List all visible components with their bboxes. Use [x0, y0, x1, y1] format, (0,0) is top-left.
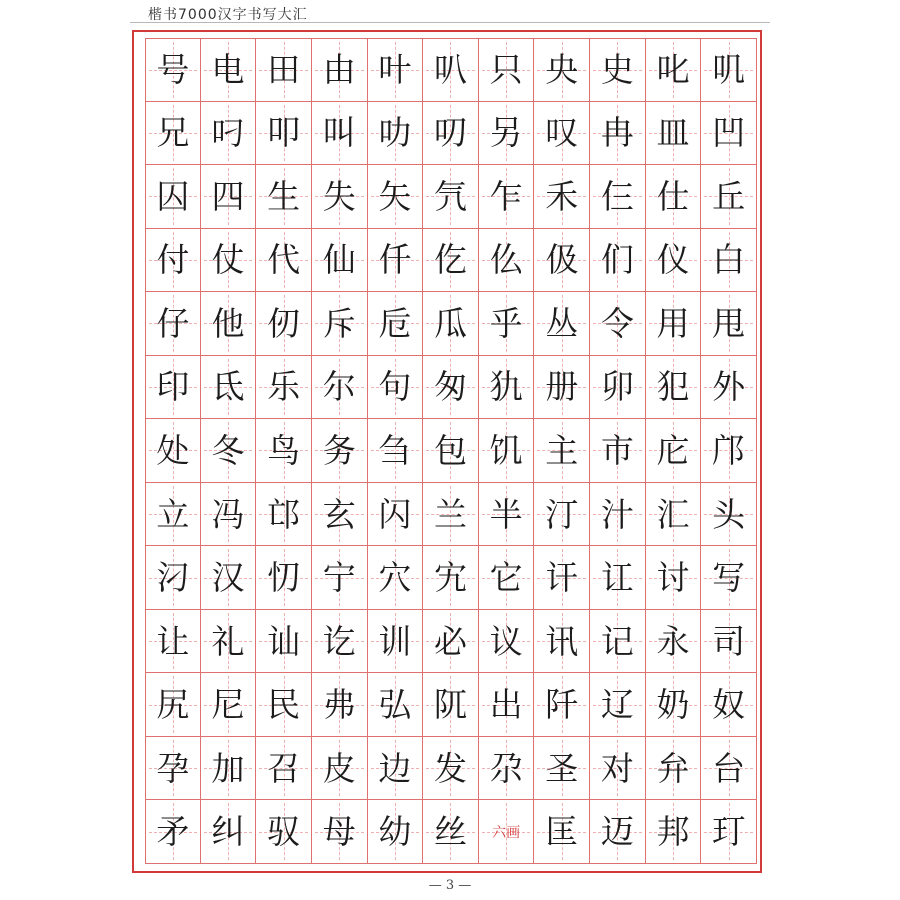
grid-cell [201, 546, 257, 610]
grid-cell [312, 38, 368, 102]
character-glyph: 囚 [156, 176, 190, 216]
grid-cell [590, 292, 646, 356]
character-glyph: 鸟 [267, 430, 301, 470]
character-glyph: 玄 [322, 494, 356, 534]
character-glyph: 弘 [378, 685, 412, 725]
grid-cell [368, 356, 424, 420]
grid-cell [368, 610, 424, 674]
character-glyph: 幼 [378, 812, 412, 852]
character-glyph: 它 [489, 558, 523, 598]
grid-cell [534, 673, 590, 737]
grid-cell [256, 483, 312, 547]
character-glyph: 迈 [600, 812, 634, 852]
grid-cell [479, 419, 535, 483]
grid-cell [590, 356, 646, 420]
character-glyph: 氕 [433, 176, 467, 216]
character-glyph: 头 [712, 494, 746, 534]
character-glyph: 礼 [211, 621, 245, 661]
grid-cell [423, 419, 479, 483]
grid-cell [701, 102, 757, 166]
character-glyph: 瓜 [433, 303, 467, 343]
grid-cell [256, 737, 312, 801]
grid-cell [701, 38, 757, 102]
grid-cell [256, 800, 312, 864]
character-glyph: 母 [322, 812, 356, 852]
grid-cell [423, 673, 479, 737]
character-glyph: 闪 [378, 494, 412, 534]
grid-cell [201, 292, 257, 356]
character-glyph: 讨 [656, 558, 690, 598]
grid-cell [368, 483, 424, 547]
character-glyph: 写 [712, 558, 746, 598]
character-glyph: 用 [656, 303, 690, 343]
grid-cell [368, 419, 424, 483]
character-glyph: 宄 [433, 558, 467, 598]
grid-cell [534, 737, 590, 801]
grid-cell [423, 737, 479, 801]
character-glyph: 宁 [322, 558, 356, 598]
character-glyph: 必 [433, 621, 467, 661]
character-glyph: 纠 [211, 812, 245, 852]
character-glyph: 邦 [656, 812, 690, 852]
character-glyph: 甩 [712, 303, 746, 343]
character-glyph: 永 [656, 621, 690, 661]
character-glyph: 仗 [211, 240, 245, 280]
grid-cell [534, 38, 590, 102]
grid-cell [312, 800, 368, 864]
character-glyph: 冉 [600, 113, 634, 153]
character-glyph: 仪 [656, 240, 690, 280]
grid-cell [145, 419, 201, 483]
character-glyph: 印 [156, 367, 190, 407]
grid-cell [534, 292, 590, 356]
character-glyph: 台 [712, 748, 746, 788]
character-glyph: 叱 [656, 50, 690, 90]
grid-cell [145, 800, 201, 864]
character-glyph: 丛 [545, 303, 579, 343]
grid-cell [479, 673, 535, 737]
grid-cell [145, 610, 201, 674]
character-glyph: 由 [322, 50, 356, 90]
character-glyph: 乎 [489, 303, 523, 343]
grid-cell [534, 610, 590, 674]
character-glyph: 包 [433, 430, 467, 470]
grid-cell [590, 165, 646, 229]
grid-cell [312, 165, 368, 229]
grid-cell [701, 419, 757, 483]
grid-cell [312, 483, 368, 547]
character-glyph: 犰 [489, 367, 523, 407]
character-glyph: 只 [489, 50, 523, 90]
character-glyph: 议 [489, 621, 523, 661]
grid-cell [701, 483, 757, 547]
character-glyph: 奴 [712, 685, 746, 725]
grid-cell [590, 419, 646, 483]
grid-cell [256, 165, 312, 229]
character-glyph: 务 [322, 430, 356, 470]
grid-cell [590, 483, 646, 547]
grid-cell [423, 38, 479, 102]
grid-cell [590, 737, 646, 801]
character-glyph: 他 [211, 303, 245, 343]
grid-cell [701, 229, 757, 293]
grid-cell [479, 483, 535, 547]
character-glyph: 们 [600, 240, 634, 280]
stroke-count-label: 六画 [492, 824, 521, 841]
character-glyph: 仨 [600, 176, 634, 216]
grid-cell [312, 102, 368, 166]
grid-cell [646, 356, 702, 420]
grid-cell [423, 610, 479, 674]
character-glyph: 立 [156, 494, 190, 534]
character-glyph: 付 [156, 240, 190, 280]
character-glyph: 讦 [545, 558, 579, 598]
grid-cell [479, 356, 535, 420]
character-glyph: 讫 [322, 621, 356, 661]
grid-cell [145, 102, 201, 166]
grid-cell [701, 292, 757, 356]
character-glyph: 叨 [433, 113, 467, 153]
character-glyph: 仔 [156, 303, 190, 343]
grid-cell [423, 292, 479, 356]
character-glyph: 汀 [545, 494, 579, 534]
character-glyph: 乍 [489, 176, 523, 216]
character-glyph: 句 [378, 367, 412, 407]
grid-cell [590, 610, 646, 674]
grid-cell [145, 546, 201, 610]
character-glyph: 失 [322, 176, 356, 216]
character-glyph: 召 [267, 748, 301, 788]
grid-cell [701, 546, 757, 610]
character-glyph: 号 [156, 50, 190, 90]
grid-cell [256, 546, 312, 610]
grid-cell [256, 356, 312, 420]
grid-cell [312, 737, 368, 801]
character-glyph: 主 [545, 430, 579, 470]
character-glyph: 匆 [433, 367, 467, 407]
character-glyph: 发 [433, 748, 467, 788]
character-glyph: 伋 [545, 240, 579, 280]
character-glyph: 叽 [712, 50, 746, 90]
grid-cell [534, 483, 590, 547]
character-glyph: 丘 [712, 176, 746, 216]
grid-cell [312, 356, 368, 420]
character-glyph: 仫 [489, 240, 523, 280]
grid-cell [368, 737, 424, 801]
grid-cell [646, 673, 702, 737]
grid-cell [145, 165, 201, 229]
character-glyph: 叹 [545, 113, 579, 153]
character-glyph: 邙 [267, 494, 301, 534]
grid-cell [646, 737, 702, 801]
character-glyph: 叻 [378, 113, 412, 153]
grid-cell [646, 546, 702, 610]
character-glyph: 匡 [545, 812, 579, 852]
character-glyph: 禾 [545, 176, 579, 216]
grid-cell [256, 673, 312, 737]
character-glyph: 玎 [712, 812, 746, 852]
grid-cell [479, 229, 535, 293]
character-glyph: 处 [156, 430, 190, 470]
character-glyph: 民 [267, 685, 301, 725]
grid-cell [256, 419, 312, 483]
character-glyph: 汁 [600, 494, 634, 534]
grid-cell [312, 610, 368, 674]
grid-cell [479, 165, 535, 229]
character-grid [145, 38, 757, 864]
grid-cell [534, 419, 590, 483]
character-glyph: 刍 [378, 430, 412, 470]
grid-cell [312, 673, 368, 737]
character-glyph: 令 [600, 303, 634, 343]
character-glyph: 奶 [656, 685, 690, 725]
character-glyph: 史 [600, 50, 634, 90]
grid-cell [312, 229, 368, 293]
character-glyph: 记 [600, 621, 634, 661]
character-glyph: 叶 [378, 50, 412, 90]
character-glyph: 卯 [600, 367, 634, 407]
character-glyph: 穴 [378, 558, 412, 598]
character-glyph: 庀 [656, 430, 690, 470]
grid-cell [201, 356, 257, 420]
grid-cell [479, 38, 535, 102]
character-glyph: 讧 [600, 558, 634, 598]
grid-cell [145, 38, 201, 102]
grid-cell [479, 800, 535, 864]
character-glyph: 田 [267, 50, 301, 90]
character-glyph: 卮 [378, 303, 412, 343]
grid-cell [479, 546, 535, 610]
character-glyph: 犯 [656, 367, 690, 407]
character-glyph: 仟 [378, 240, 412, 280]
grid-cell [201, 610, 257, 674]
grid-cell [646, 102, 702, 166]
character-glyph: 边 [378, 748, 412, 788]
grid-cell [201, 38, 257, 102]
grid-cell [368, 38, 424, 102]
grid-cell [256, 610, 312, 674]
character-glyph: 尻 [156, 685, 190, 725]
grid-cell [256, 229, 312, 293]
grid-cell [701, 165, 757, 229]
grid-cell [590, 229, 646, 293]
character-glyph: 生 [267, 176, 301, 216]
grid-cell [590, 546, 646, 610]
character-glyph: 孕 [156, 748, 190, 788]
grid-cell [201, 165, 257, 229]
character-glyph: 央 [545, 50, 579, 90]
page-header-title: 楷书7000汉字书写大汇 [148, 7, 308, 23]
character-glyph: 丝 [433, 812, 467, 852]
grid-cell [701, 737, 757, 801]
character-glyph: 乐 [267, 367, 301, 407]
character-glyph: 汉 [211, 558, 245, 598]
character-glyph: 圣 [545, 748, 579, 788]
grid-cell [646, 229, 702, 293]
grid-cell [701, 356, 757, 420]
character-glyph: 叫 [322, 113, 356, 153]
grid-cell [534, 546, 590, 610]
character-glyph: 饥 [489, 430, 523, 470]
character-glyph: 凹 [712, 113, 746, 153]
character-glyph: 另 [489, 113, 523, 153]
grid-cell [646, 165, 702, 229]
grid-cell [368, 165, 424, 229]
character-glyph: 尕 [489, 748, 523, 788]
grid-cell [423, 102, 479, 166]
character-glyph: 弁 [656, 748, 690, 788]
character-glyph: 阡 [545, 685, 579, 725]
grid-cell [646, 800, 702, 864]
character-glyph: 矢 [378, 176, 412, 216]
character-glyph: 外 [712, 367, 746, 407]
grid-cell [701, 610, 757, 674]
grid-cell [479, 102, 535, 166]
grid-cell [423, 165, 479, 229]
character-glyph: 叭 [433, 50, 467, 90]
grid-cell [145, 292, 201, 356]
grid-cell [479, 292, 535, 356]
grid-cell [646, 483, 702, 547]
grid-cell [590, 673, 646, 737]
character-glyph: 册 [545, 367, 579, 407]
character-glyph: 出 [489, 685, 523, 725]
character-glyph: 讪 [267, 621, 301, 661]
character-glyph: 讯 [545, 621, 579, 661]
grid-cell [312, 292, 368, 356]
character-glyph: 汇 [656, 494, 690, 534]
grid-cell [479, 737, 535, 801]
character-glyph: 皮 [322, 748, 356, 788]
grid-cell [646, 419, 702, 483]
grid-cell [312, 419, 368, 483]
page-number: — 3 — [428, 878, 472, 893]
character-glyph: 冯 [211, 494, 245, 534]
character-glyph: 市 [600, 430, 634, 470]
grid-cell [145, 229, 201, 293]
grid-cell [145, 356, 201, 420]
character-glyph: 邝 [712, 430, 746, 470]
grid-cell [590, 800, 646, 864]
grid-cell [201, 419, 257, 483]
grid-cell [423, 356, 479, 420]
character-glyph: 汈 [156, 558, 190, 598]
character-glyph: 半 [489, 494, 523, 534]
grid-cell [201, 229, 257, 293]
grid-cell [256, 292, 312, 356]
grid-cell [534, 229, 590, 293]
character-glyph: 叼 [211, 113, 245, 153]
character-glyph: 加 [211, 748, 245, 788]
character-glyph: 矛 [156, 812, 190, 852]
grid-cell [368, 102, 424, 166]
character-glyph: 四 [211, 176, 245, 216]
grid-cell [423, 483, 479, 547]
grid-cell [534, 800, 590, 864]
character-glyph: 仡 [433, 240, 467, 280]
character-glyph: 司 [712, 621, 746, 661]
grid-cell [145, 737, 201, 801]
grid-cell [201, 483, 257, 547]
grid-cell [646, 610, 702, 674]
grid-cell [368, 292, 424, 356]
character-glyph: 氐 [211, 367, 245, 407]
character-glyph: 对 [600, 748, 634, 788]
character-glyph: 驭 [267, 812, 301, 852]
grid-cell [701, 673, 757, 737]
character-glyph: 仕 [656, 176, 690, 216]
character-glyph: 兰 [433, 494, 467, 534]
grid-cell [534, 165, 590, 229]
grid-cell [368, 673, 424, 737]
character-glyph: 电 [211, 50, 245, 90]
grid-cell [256, 102, 312, 166]
character-glyph: 让 [156, 621, 190, 661]
character-glyph: 冬 [211, 430, 245, 470]
grid-cell [368, 229, 424, 293]
character-glyph: 仙 [322, 240, 356, 280]
character-glyph: 皿 [656, 113, 690, 153]
character-glyph: 忉 [267, 558, 301, 598]
grid-cell [201, 673, 257, 737]
grid-cell [368, 546, 424, 610]
grid-cell [646, 38, 702, 102]
grid-cell [312, 546, 368, 610]
header-divider [130, 22, 770, 23]
character-glyph: 尼 [211, 685, 245, 725]
grid-cell [145, 483, 201, 547]
character-glyph: 斥 [322, 303, 356, 343]
character-glyph: 阢 [433, 685, 467, 725]
grid-cell [534, 356, 590, 420]
character-glyph: 叩 [267, 113, 301, 153]
grid-cell [423, 546, 479, 610]
character-glyph: 尔 [322, 367, 356, 407]
grid-cell [590, 38, 646, 102]
character-glyph: 兄 [156, 113, 190, 153]
grid-cell [256, 38, 312, 102]
grid-cell [479, 610, 535, 674]
grid-cell [423, 800, 479, 864]
grid-cell [534, 102, 590, 166]
character-glyph: 弗 [322, 685, 356, 725]
character-glyph: 代 [267, 240, 301, 280]
character-glyph: 白 [712, 240, 746, 280]
grid-cell [646, 292, 702, 356]
grid-cell [368, 800, 424, 864]
character-glyph: 仞 [267, 303, 301, 343]
character-glyph: 训 [378, 621, 412, 661]
grid-cell [145, 673, 201, 737]
grid-cell [201, 102, 257, 166]
grid-cell [423, 229, 479, 293]
grid-cell [701, 800, 757, 864]
character-glyph: 辽 [600, 685, 634, 725]
grid-cell [590, 102, 646, 166]
grid-cell [201, 737, 257, 801]
grid-cell [201, 800, 257, 864]
